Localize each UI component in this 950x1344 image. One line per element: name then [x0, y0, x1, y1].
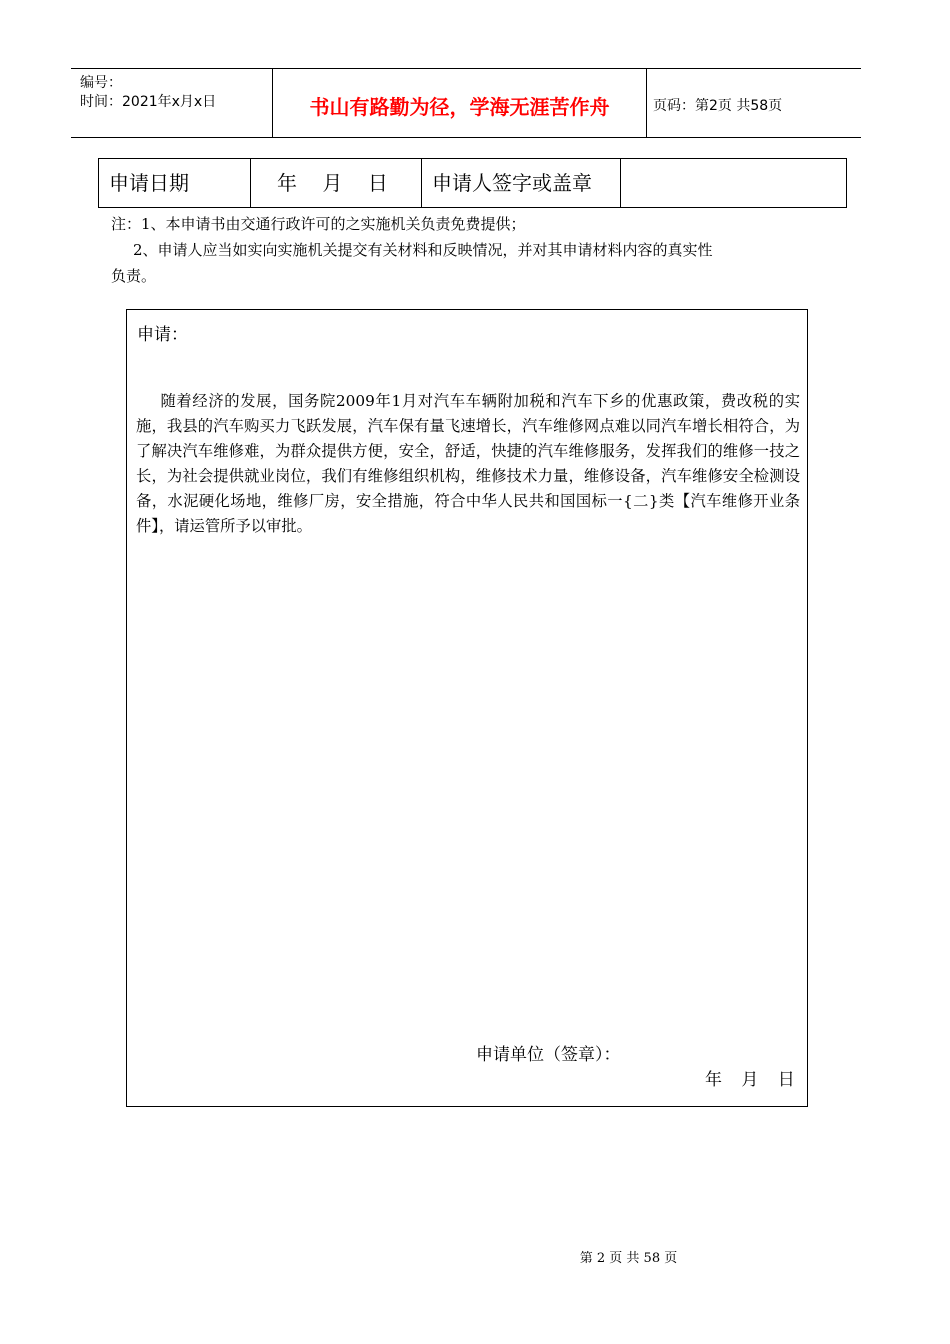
applicant-signature-label: 申请人签字或盖章	[422, 159, 621, 207]
note-line-2: 2、申请人应当如实向实施机关提交有关材料和反映情况，并对其申请材料内容的真实性	[133, 241, 713, 259]
header-page-info: 页码：第2页 共58页	[653, 98, 783, 114]
application-date-label: 申请日期	[99, 159, 251, 207]
page-footer: 第 2 页 共 58 页	[579, 1251, 678, 1266]
application-title: 申请：	[137, 325, 188, 345]
applicant-unit-signature: 申请单位（签章）：	[476, 1045, 621, 1065]
page-header	[71, 68, 861, 138]
application-box	[126, 309, 808, 1107]
document-number-label: 编号：	[80, 75, 122, 91]
header-motto-cell	[273, 69, 647, 137]
header-motto: 书山有路勤为径，学海无涯苦作舟	[309, 95, 610, 119]
document-time-label: 时间：2021年x月x日	[80, 94, 217, 110]
application-date-value[interactable]: 年 月 日	[251, 159, 422, 207]
header-meta-cell	[71, 69, 273, 137]
date-signature-table	[98, 158, 847, 208]
header-page-cell	[647, 69, 861, 137]
note-line-1: 注：1、本申请书由交通行政许可的之实施机关负责免费提供；	[111, 215, 526, 233]
note-line-3: 负责。	[111, 267, 157, 285]
applicant-signature-field[interactable]	[621, 159, 846, 207]
application-sign-date: 年 月 日	[705, 1070, 795, 1090]
application-body: 随着经济的发展，国务院2009年1月对汽车车辆附加税和汽车下乡的优惠政策，费改税的实施，我县的汽车购买力飞跃发展，汽车保有量飞速增长，汽车维修网点难以同汽车增长相符合，为了解决汽车维修难，为群众提供方便，安全，舒适，快捷的汽车维修服务，发挥我们的维修一技之长，为社会提供就业岗位，我们有维修组织机构，维修技术力量，维修设备，汽车维修安全检测设备，水泥硬化场地，维修厂房，安全措施，符合中华人民共和国国标一{二}类【汽车维修开业条件】，请运管所予以审批。	[136, 392, 800, 535]
